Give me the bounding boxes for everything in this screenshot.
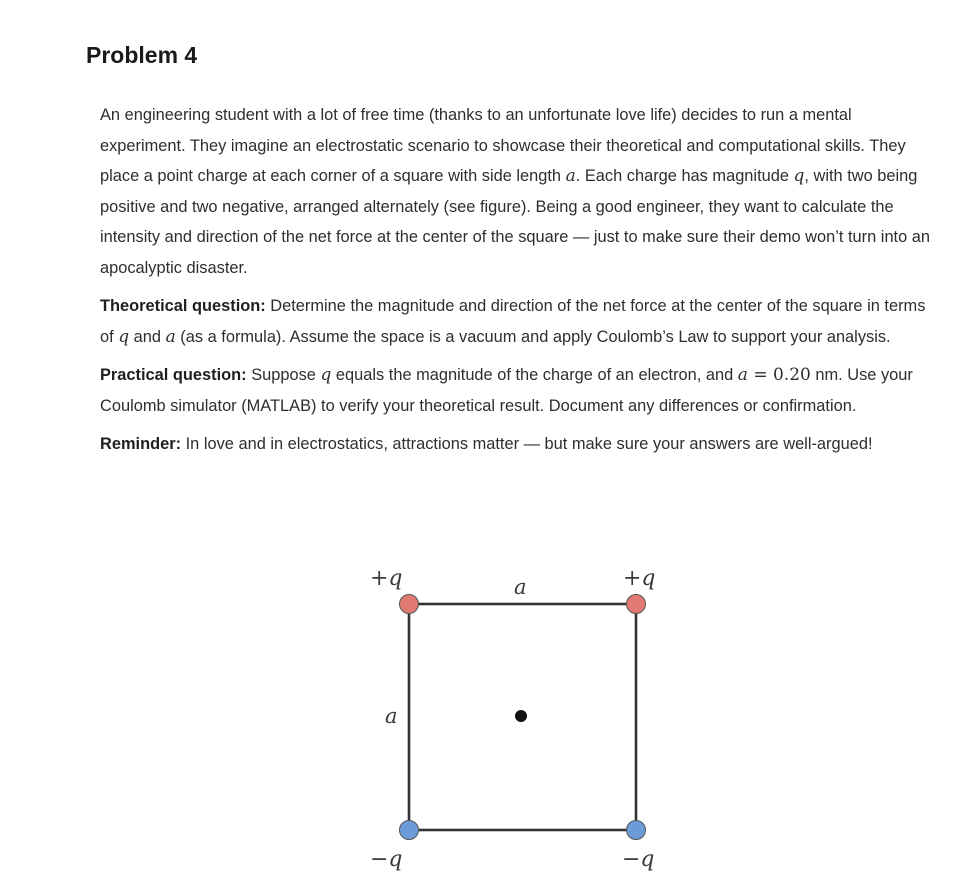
- intro-text-1: An engineering student with a lot of free time (thanks to an unfortunate love life) decides to run a mental experiment. They imagine an electrostatic scenario to showcase their theoretical and computational skills. They place a point charge at each corner of a square with side length: [100, 106, 906, 185]
- center-point: [515, 710, 527, 722]
- problem-body: [100, 100, 930, 468]
- math-equals: =: [747, 365, 773, 385]
- theoretical-label: Theoretical question:: [100, 297, 266, 315]
- charge-top-left: [400, 595, 419, 614]
- label-left-side: a: [385, 704, 398, 728]
- intro-text-3: , with two being positive and two negative, arranged alternately (see figure). Being a good engineer, they want to calculate the intensity and direction of the net force at the center of the square — just to make sure their demo won’t turn into an apocalyptic disaster.: [100, 167, 931, 277]
- math-q: q: [118, 326, 130, 347]
- theoretical-text-2: and: [129, 327, 166, 346]
- intro-paragraph: [100, 100, 930, 283]
- math-q: q: [320, 365, 332, 385]
- label-top-right-charge: +q: [623, 566, 656, 591]
- reminder-paragraph: [100, 429, 930, 460]
- reminder-text: In love and in electrostatics, attractions matter — but make sure your answers are well-argued!: [181, 435, 873, 453]
- theoretical-text-1: Determine the magnitude and direction of the net force at the center of the square in terms of: [100, 297, 926, 346]
- label-bottom-left-charge: −q: [370, 847, 403, 872]
- theoretical-paragraph: [100, 291, 930, 352]
- label-bottom-right-charge: −q: [622, 847, 655, 872]
- problem-title: Problem 4: [86, 42, 198, 68]
- theoretical-text-3: (as a formula). Assume the space is a vacuum and apply Coulomb’s Law to support your analysis.: [175, 327, 891, 346]
- math-a: a: [165, 326, 176, 347]
- square-outline: [409, 604, 636, 830]
- practical-label: Practical question:: [100, 366, 247, 384]
- charge-bottom-left: [400, 821, 419, 840]
- label-top-side: a: [514, 575, 527, 599]
- practical-text-2: equals the magnitude of the charge of an electron, and: [331, 366, 738, 384]
- label-top-left-charge: +q: [370, 566, 403, 591]
- intro-text-2: . Each charge has magnitude: [575, 167, 794, 185]
- charge-bottom-right: [627, 821, 646, 840]
- math-value: 0.20: [772, 365, 811, 385]
- reminder-label: Reminder:: [100, 435, 182, 453]
- practical-text-3: nm. Use your Coulomb simulator (MATLAB) to verify your theoretical result. Document any differences or confirmation.: [100, 366, 913, 415]
- math-q: q: [793, 166, 805, 186]
- practical-text-1: Suppose: [246, 366, 321, 384]
- math-a: a: [565, 166, 576, 186]
- practical-paragraph: [100, 360, 930, 421]
- charge-top-right: [627, 595, 646, 614]
- math-a: a: [737, 365, 748, 385]
